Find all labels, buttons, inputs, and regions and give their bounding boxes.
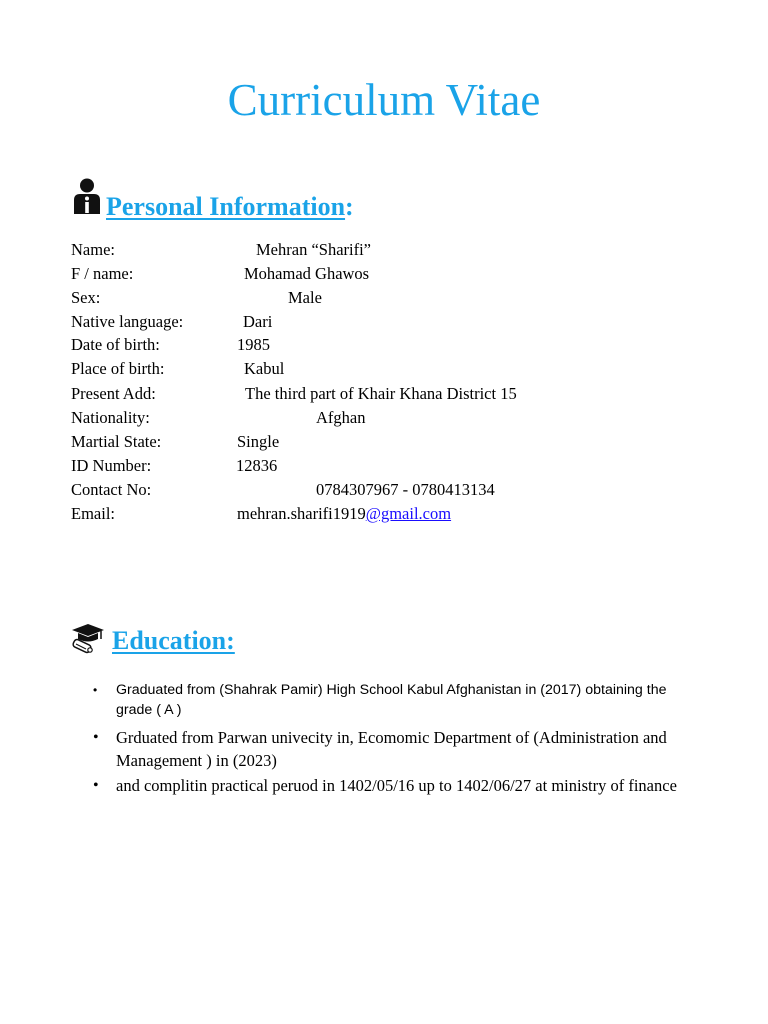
- info-label: Email:: [71, 504, 115, 523]
- info-label: Martial State:: [71, 432, 162, 451]
- info-value: Kabul: [244, 359, 285, 378]
- info-label: Contact No:: [71, 480, 152, 499]
- email-value: [237, 502, 451, 526]
- info-value: 1985: [237, 335, 270, 354]
- page-title: Curriculum Vitae: [227, 75, 541, 125]
- info-label: Date of birth:: [71, 335, 160, 354]
- education-item-text: and complitin practical peruod in 1402/05/16 up to 1402/06/27 at ministry of finance: [116, 776, 677, 795]
- info-value: The third part of Khair Khana District 15: [245, 384, 517, 403]
- email-user: mehran.sharifi1919: [237, 504, 366, 523]
- info-value: Single: [237, 432, 280, 451]
- education-heading: [70, 620, 235, 656]
- bullet-icon: •: [93, 683, 98, 697]
- education-heading-text: Education:: [112, 626, 235, 655]
- email-domain-link[interactable]: @gmail.com: [365, 504, 452, 523]
- education-item-text: Graduated from (Shahrak Pamir) High School Kabul Afghanistan in (2017) obtaining the grade ( A ): [116, 682, 667, 718]
- info-label: ID Number:: [71, 456, 152, 475]
- info-label: Sex:: [71, 288, 101, 307]
- info-value: Mehran “Sharifi”: [256, 240, 371, 259]
- info-value: Mohamad Ghawos: [244, 264, 370, 283]
- info-value: Dari: [243, 312, 273, 331]
- info-label: Nationality:: [71, 408, 150, 427]
- info-label: Name:: [71, 240, 115, 259]
- graduation-cap-icon: [70, 620, 106, 656]
- person-info-icon: [72, 178, 102, 218]
- info-label: Native language:: [71, 312, 184, 331]
- info-label: Present Add:: [71, 384, 156, 403]
- info-value: 0784307967 - 0780413134: [316, 480, 495, 499]
- info-value: Male: [288, 288, 322, 307]
- personal-info-heading: [72, 178, 354, 222]
- info-value: 12836: [236, 456, 278, 475]
- bullet-icon: •: [93, 777, 99, 794]
- bullet-icon: •: [93, 729, 99, 746]
- personal-info-heading-text: Personal Information: [106, 192, 346, 221]
- info-label: Place of birth:: [71, 359, 165, 378]
- info-value: Afghan: [316, 408, 366, 427]
- education-item-text: Grduated from Parwan univecity in, Ecomomic Department of (Administration and Management ) in (2023): [116, 728, 667, 770]
- personal-info-heading-colon: :: [345, 192, 354, 221]
- info-label: F / name:: [71, 264, 134, 283]
